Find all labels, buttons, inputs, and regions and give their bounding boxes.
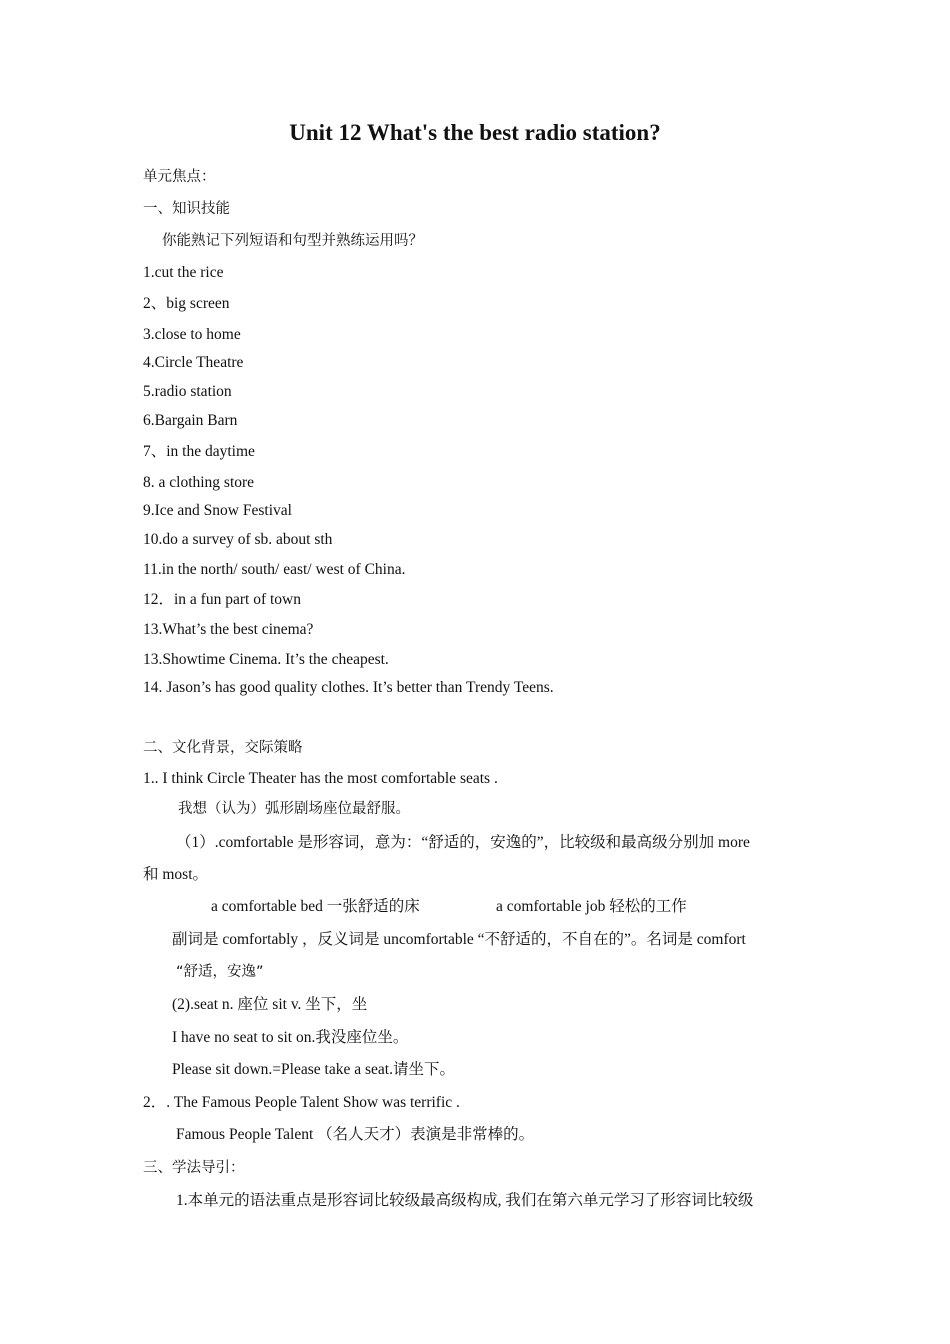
example-phrase: a comfortable bed 一张舒适的床 (211, 898, 420, 915)
section3-heading: 三、学法导引： (143, 1160, 245, 1176)
phrase-item: 10.do a survey of sb. about sth (143, 531, 333, 548)
section2-paragraph: 和 most。 (143, 866, 209, 883)
section3-paragraph: 1.本单元的语法重点是形容词比较级最高级构成, 我们在第六单元学习了形容词比较级 (176, 1192, 754, 1209)
phrase-item: 2、big screen (143, 295, 230, 312)
phrase-item: 4.Circle Theatre (143, 354, 244, 371)
section1-heading: 一、知识技能 (143, 201, 230, 217)
section2-paragraph: 副词是 comfortably ，反义词是 uncomfortable “不舒适的，不自在的”。名词是 comfort (172, 931, 746, 948)
phrase-item: 12．in a fun part of town (143, 591, 301, 608)
section2-heading: 二、文化背景，交际策略 (143, 740, 303, 756)
section2-paragraph: “舒适，安逸” (176, 964, 264, 980)
phrase-item: 13.Showtime Cinema. It’s the cheapest. (143, 651, 389, 668)
section2-translation: Famous People Talent （名人天才）表演是非常棒的。 (176, 1126, 535, 1143)
section2-paragraph: 1.. I think Circle Theater has the most comfortable seats . (143, 770, 498, 787)
unit-focus-label: 单元焦点： (143, 169, 216, 185)
phrase-item: 1.cut the rice (143, 264, 224, 281)
page-title: Unit 12 What's the best radio station? (289, 120, 661, 145)
section2-paragraph: （1）.comfortable 是形容词，意为：“舒适的，安逸的”，比较级和最高级分别加 more (176, 834, 750, 851)
section2-paragraph: 2．. The Famous People Talent Show was terrific . (143, 1094, 460, 1111)
phrase-item: 6.Bargain Barn (143, 412, 238, 429)
section2-translation: 我想（认为）弧形剧场座位最舒服。 (178, 801, 410, 817)
example-phrase: a comfortable job 轻松的工作 (496, 898, 687, 915)
phrase-item: 11.in the north/ south/ east/ west of China. (143, 561, 406, 578)
section1-intro: 你能熟记下列短语和句型并熟练运用吗？ (162, 233, 423, 249)
example-sentence: Please sit down.=Please take a seat.请坐下。 (172, 1061, 455, 1078)
phrase-item: 13.What’s the best cinema? (143, 621, 314, 638)
phrase-item: 8. a clothing store (143, 474, 255, 491)
example-sentence: I have no seat to sit on.我没座位坐。 (172, 1029, 409, 1046)
section2-paragraph: (2).seat n. 座位 sit v. 坐下，坐 (172, 996, 368, 1013)
phrase-item: 7、in the daytime (143, 443, 255, 460)
phrase-item: 3.close to home (143, 326, 241, 343)
phrase-item: 14. Jason’s has good quality clothes. It’s better than Trendy Teens. (143, 679, 554, 696)
phrase-item: 9.Ice and Snow Festival (143, 502, 292, 519)
phrase-item: 5.radio station (143, 383, 232, 400)
